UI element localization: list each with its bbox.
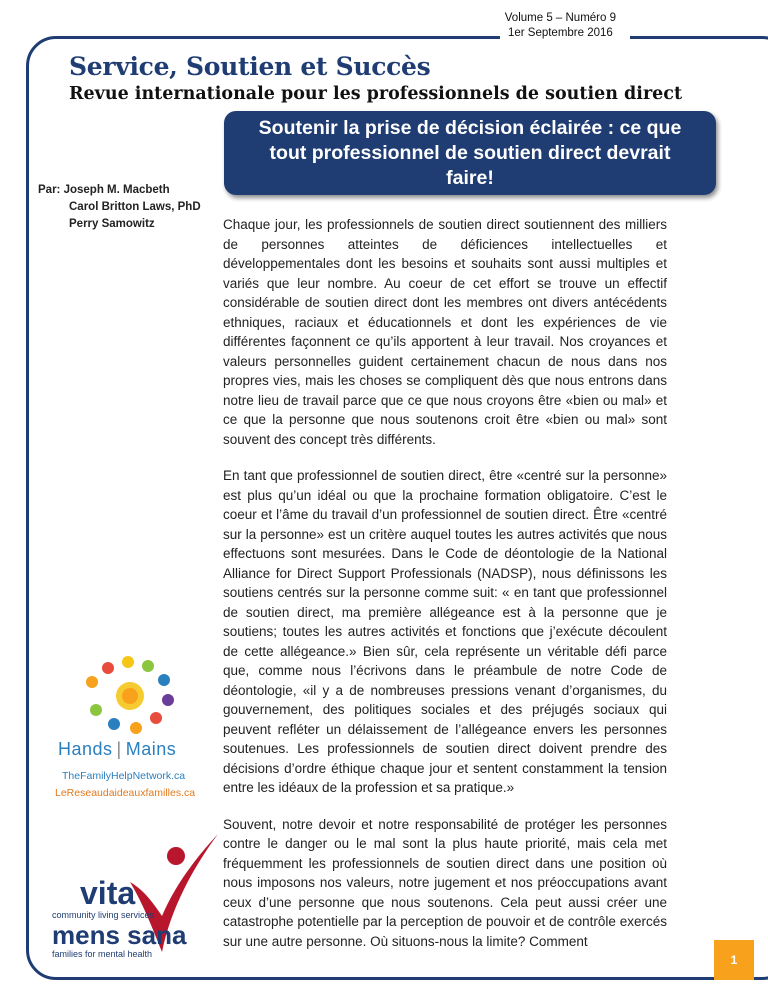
vita-mens-sana-logo [50,812,220,962]
page-number: 1 [714,940,754,980]
article-paragraph: En tant que professionnel de soutien direct, être «centré sur la personne» est plus qu’un idéal ou que la prochaine formation obligatoire. C’est le coeur et l’âme du travail d’un professionnel de soutien direct. Être «centré sur la personne» est un critère auquel toutes les autres activités que nous effectuons sont mesurées. Dans le Code de déontologie de la National Alliance for Direct Support Professionals (NADSP), nous définissons les soutiens centrés sur la personne comme suit: « en tant que professionnel de soutien direct, ma première allégeance est à la personne que je soutiens; toutes les autres activités et fonctions que j’exécute découlent de cette allégeance.» Bien sûr, cela représente un véritable défi parce que, comme nous l’écrivons dans le préambule de notre Code de déontologie, «il y a de nombreuses pressions venant d’organismes, du gouvernement, des politiques sociales et des préjugés sociaux qui peuvent refléter un délaissement de l’allégeance envers les personnes soutenues. Les professionnels de soutien direct doivent prendre des décisions d’ordre éthique chaque jour et sentent constamment la tension entre les idéaux de la profession et sa pratique.» [223,468,667,795]
volume-number: Volume 5 – Numéro 9 [504,12,616,24]
mens-sana-tagline: families for mental health [52,949,153,959]
publication-subtitle: Revue internationale pour les professionnels de soutien direct [69,84,683,104]
vita-tagline: community living services [52,910,155,920]
author-list [38,182,201,233]
byline-prefix: Par: [38,184,64,196]
author-name: Perry Samowitz [69,218,155,230]
figure-head-icon [167,847,185,865]
vita-wordmark: vita [80,875,136,911]
article-paragraph: Chaque jour, les professionnels de soutien direct soutiennent des milliers de personnes atteintes de déficiences intellectuelles et développementales dont les besoins et souhaits sont aussi multiples et variés que leur nombre. Au coeur de cet effort se trouve un effectif considérable de soutien direct dont les membres ont divers antécédents ethniques, raciaux et éducationnels et dont les expériences de vie différentes façonnent ce qu’ils apportent à leur travail. Nos croyances et valeurs personnelles guident certainement chacun de nous dans nos propres vies, mais les choses se compliquent dès que nous entrons dans notre lieu de travail parce que ce que nous croyons être «bien ou mal» et ce que la personne que nous soutenons croit être «bien ou mal» sont souvent des concept très différents. [223,217,667,447]
hands-url-french: LeReseaudaideauxfamilles.ca [55,787,196,799]
issue-date: 1er Septembre 2016 [507,27,613,39]
hands-mains-wordmark [58,739,176,760]
mains-word: Mains [125,739,177,759]
hands-mains-logo-icon [60,652,210,742]
hands-word: Hands [58,739,113,759]
author-name: Carol Britton Laws, PhD [69,201,201,213]
hands-url-english: TheFamilyHelpNetwork.ca [62,770,186,782]
publication-title: Service, Soutien et Succès [69,52,431,81]
wordmark-separator: | [116,739,122,759]
article-headline-box [224,111,716,195]
article-headline: Soutenir la prise de décision éclairée : ce que tout professionnel de soutien direct devrait faire! [258,116,682,189]
author-name: Joseph M. Macbeth [63,184,170,196]
article-paragraph: Souvent, notre devoir et notre responsabilité de protéger les personnes contre le danger ou le mal sont la plus haute priorité, mais cela met fréquemment les professionnels de soutien direct dans une position où nous imposons nos valeurs, notre jugement et nos préoccupations avant ceux d’une personne que nous soutenons. Cela peut aussi créer une catastrophe potentielle par la perception de pouvoir et de contrôle exercés sur une autre personne. Où situons-nous la limite? Comment [223,816,667,949]
article-body [223,215,667,968]
issue-info [505,11,616,41]
mens-sana-wordmark: mens sana [52,920,187,950]
